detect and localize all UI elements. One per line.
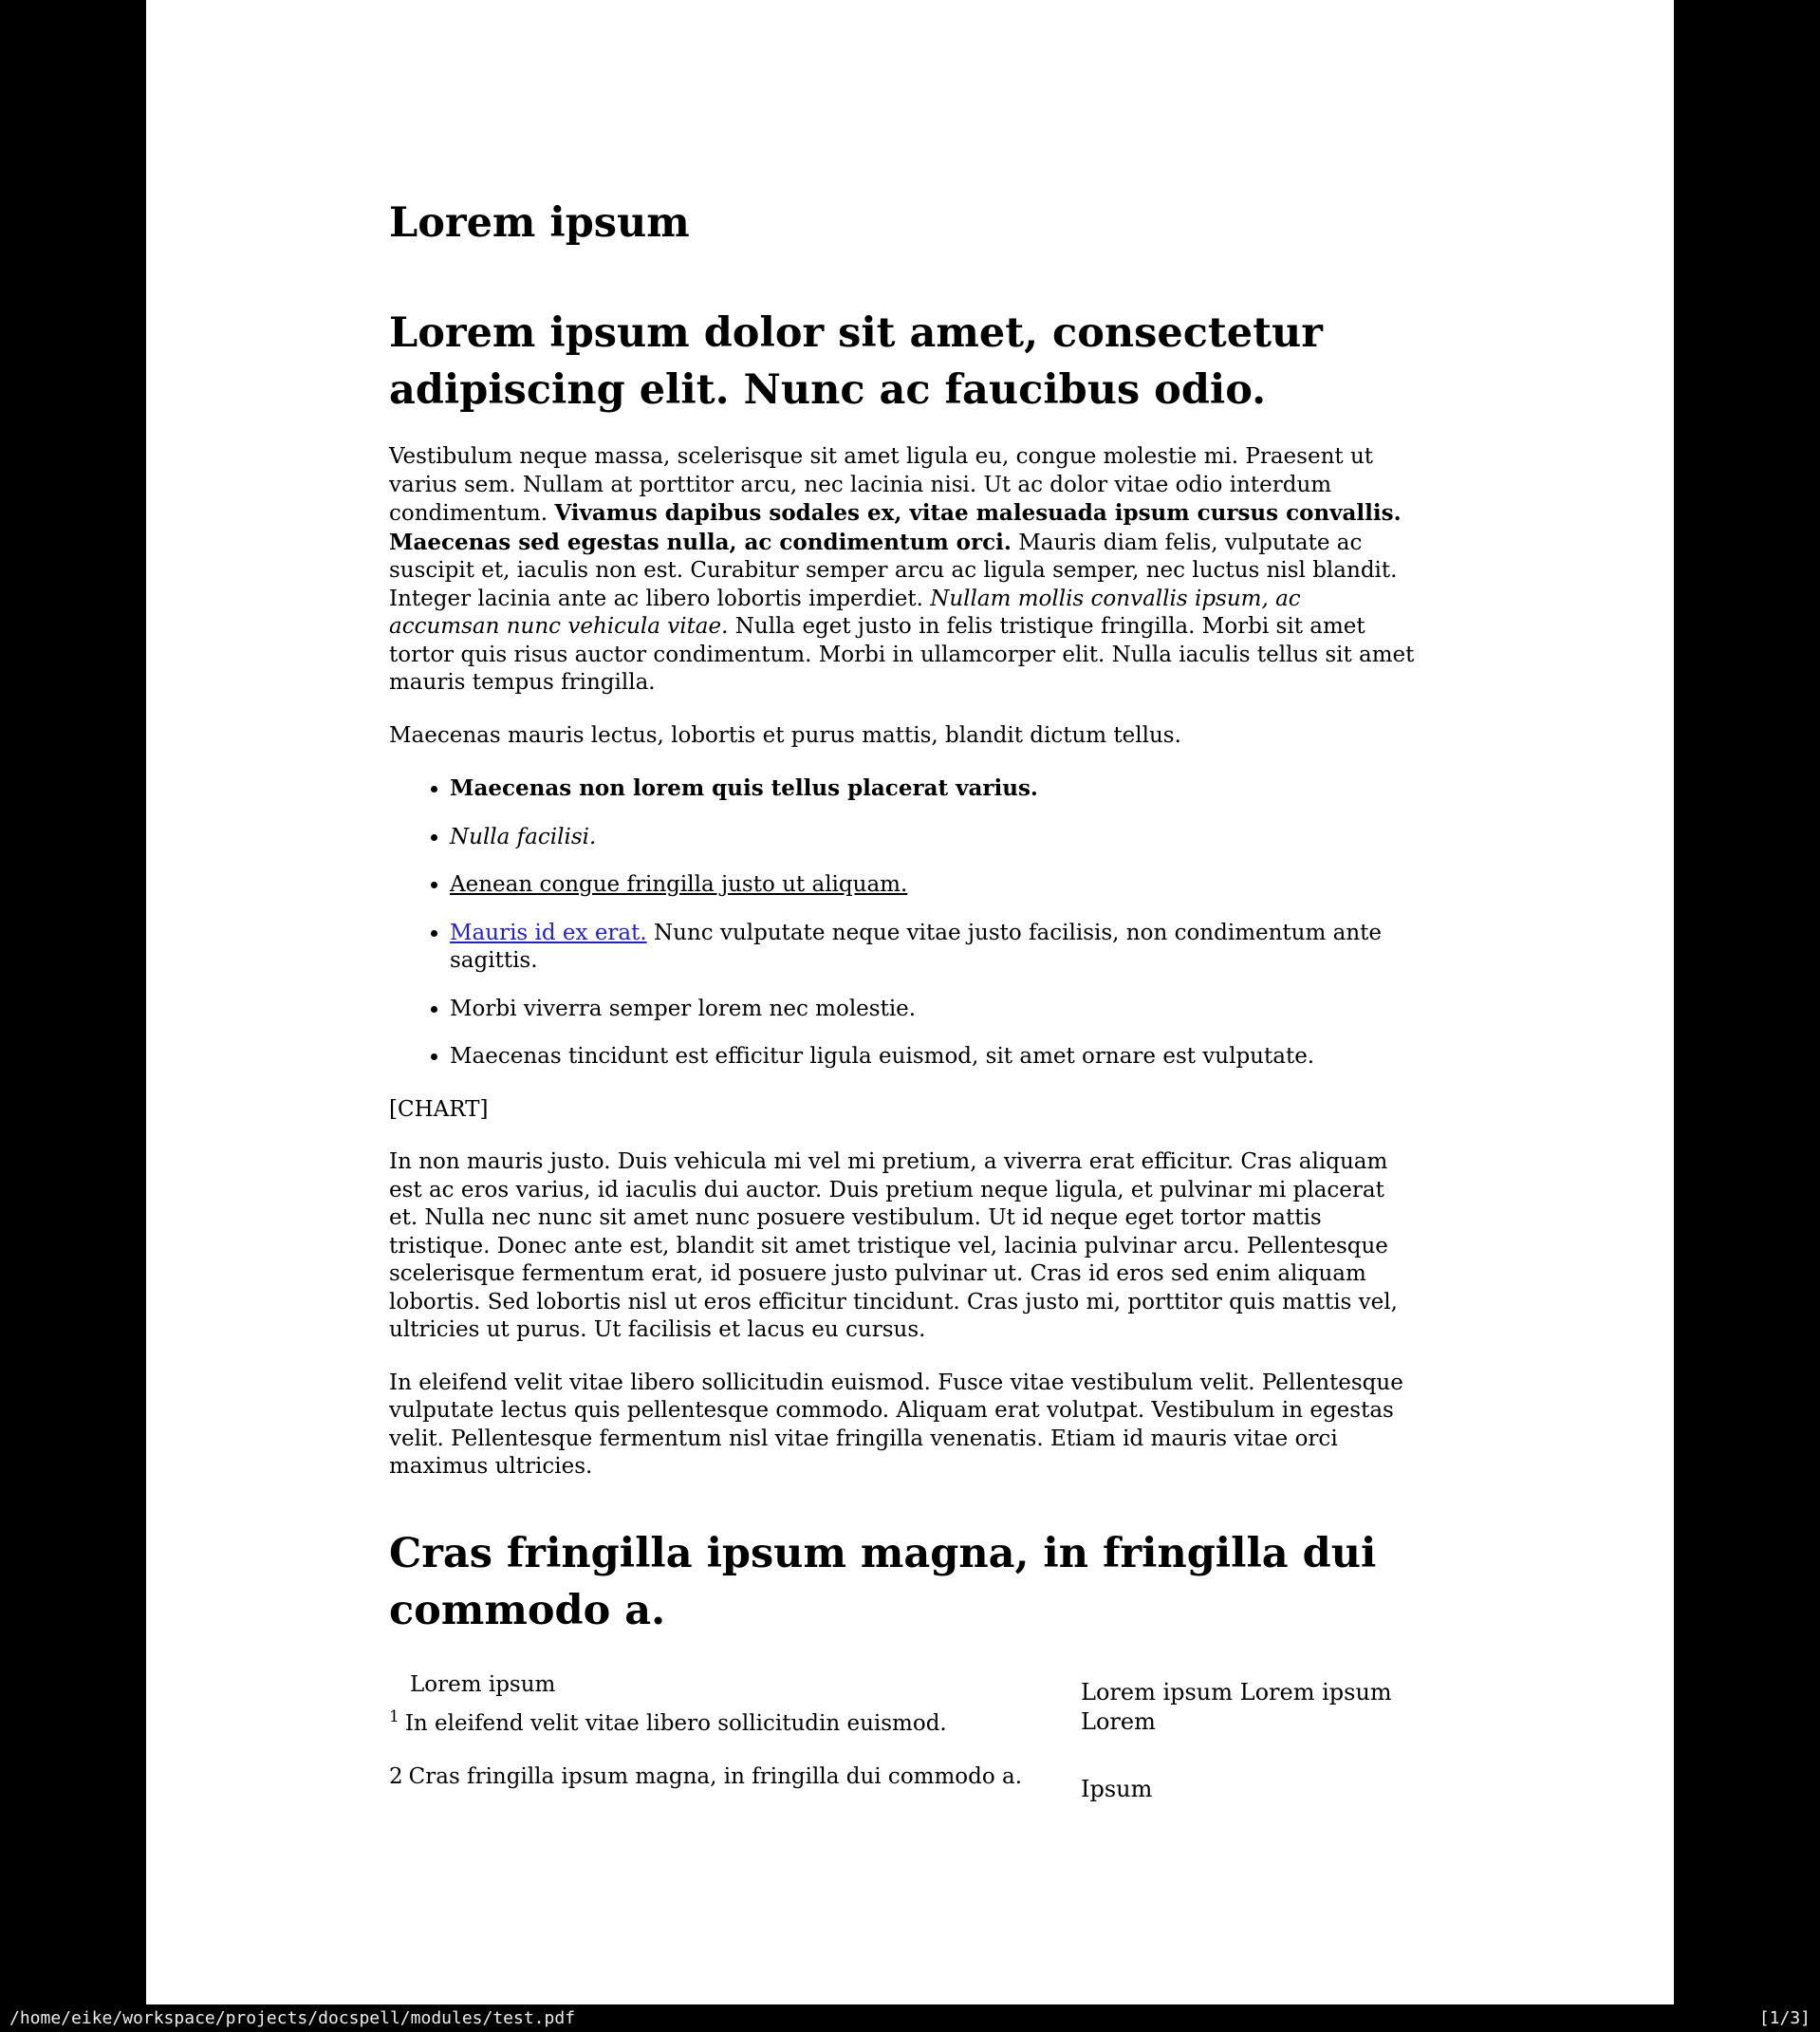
text-run: Maecenas non lorem quis tellus placerat varius. (450, 775, 1038, 801)
footnote-text: In eleifend velit vitae libero sollicitudin euismod. (404, 1711, 947, 1736)
table-header-cell: Lorem ipsum (410, 1671, 556, 1697)
table-cell: Ipsum (1081, 1775, 1153, 1802)
text-run: In non mauris justo. Duis vehicula mi vel mi pretium, a viverra erat efficitur. Cras aliquam est ac eros varius, id iaculis dui auctor. Duis pretium neque ligula, et pulvinar mi placerat et. Nulla nec nunc sit amet nunc posuere vestibulum. Ut id neque eget tortor mattis tristique. Donec ante est, blandit sit amet tristique vel, lacinia pulvinar arcu. Pellentesque scelerisque fermentum erat, id posuere justo pulvinar ut. Cras id eros sed enim aliquam lobortis. Sed lobortis nisl ut eros efficitur tincidunt. Cras justo mi, porttitor quis mattis vel, ultricies ut purus. Ut facilisis et lacus eu cursus. (389, 1149, 1398, 1342)
footnote-marker: 2 (389, 1763, 403, 1789)
text-run: Aenean congue fringilla justo ut aliquam. (450, 872, 908, 897)
document-heading: Lorem ipsum dolor sit amet, consectetur adipiscing elit. Nunc ac faucibus odio. (389, 309, 1323, 414)
file-path: /home/eike/workspace/projects/docspell/modules/test.pdf (9, 2008, 576, 2028)
text-run: Nulla facilisi. (450, 824, 597, 849)
paragraph (389, 722, 1418, 751)
footnote-text: Cras fringilla ipsum magna, in fringilla dui commodo a. (408, 1763, 1023, 1789)
pdf-page[interactable] (146, 0, 1674, 2004)
list-item (450, 996, 1418, 1024)
paragraph (389, 1148, 1418, 1345)
document-heading: Lorem ipsum (389, 199, 690, 247)
document-heading: Cras fringilla ipsum magna, in fringilla dui commodo a. (389, 1529, 1377, 1634)
text-run: In eleifend velit vitae libero sollicitudin euismod. Fusce vitae vestibulum velit. Pellentesque vulputate lectus quis pellentesque commodo. Aliquam erat volutpat. Vestibulum in egestas velit. Pellentesque fermentum nisl vitae fringilla venenatis. Etiam id mauris vitae orci maximus ultricies. (389, 1370, 1403, 1479)
text-run: Maecenas mauris lectus, lobortis et purus mattis, blandit dictum tellus. (389, 722, 1181, 748)
paragraph (389, 1370, 1418, 1482)
page-indicator: [1/3] (1758, 2008, 1811, 2028)
list-item (450, 871, 1418, 900)
pdf-link[interactable]: Mauris id ex erat. (450, 920, 647, 945)
statusbar (0, 2004, 1820, 2032)
list-item (450, 824, 1418, 852)
text-run: [CHART] (389, 1096, 489, 1122)
list-item (450, 1043, 1418, 1072)
footnote-row (389, 1763, 1081, 1792)
text-run: Morbi viverra semper lorem nec molestie. (450, 996, 917, 1021)
text-run: Mauris diam felis, vulputate ac suscipit et, iaculis non est. Curabitur semper arcu ac ligula semper, nec luctus nisl blandit. Integer lacinia ante ac libero lobortis imperdiet. (389, 530, 1398, 611)
footnote-row (389, 1707, 1081, 1741)
list-item (450, 920, 1418, 976)
text-run: Vivamus dapibus sodales ex, vitae malesuada ipsum cursus convallis. Maecenas sed egestas nulla, ac condimentum orci. (389, 500, 1402, 555)
footnote-table-right-column (1081, 1678, 1427, 1804)
chart-placeholder (389, 1096, 1418, 1125)
text-run: Vestibulum neque massa, scelerisque sit amet ligula eu, congue molestie mi. Praesent ut varius sem. Nullam at porttitor arcu, nec lacinia nisi. Ut ac dolor vitae odio interdum condimentum. (389, 444, 1373, 526)
footnote-marker: 1 (389, 1707, 399, 1726)
paragraph (389, 443, 1418, 698)
text-run: Maecenas tincidunt est efficitur ligula euismod, sit amet ornare est vulputate. (450, 1044, 1315, 1069)
list-item (450, 774, 1418, 804)
text-run: Nunc vulputate neque vitae justo facilisis, non condimentum ante sagittis. (450, 920, 1382, 973)
text-run: Nulla eget justo in felis tristique fringilla. Morbi sit amet tortor quis risus auctor condimentum. Morbi in ullamcorper elit. Nulla iaculis tellus sit amet mauris tempus fringilla. (389, 614, 1415, 695)
table-header-cell: Lorem ipsum Lorem ipsum Lorem (1081, 1678, 1392, 1735)
text-run: Nullam mollis convallis ipsum, ac accumsan nunc vehicula vitae. (389, 586, 1301, 639)
document-content (146, 0, 1418, 1804)
footnote-table (389, 1671, 1418, 1804)
bullet-list (389, 774, 1418, 1072)
footnote-table-left-column (389, 1671, 1081, 1804)
